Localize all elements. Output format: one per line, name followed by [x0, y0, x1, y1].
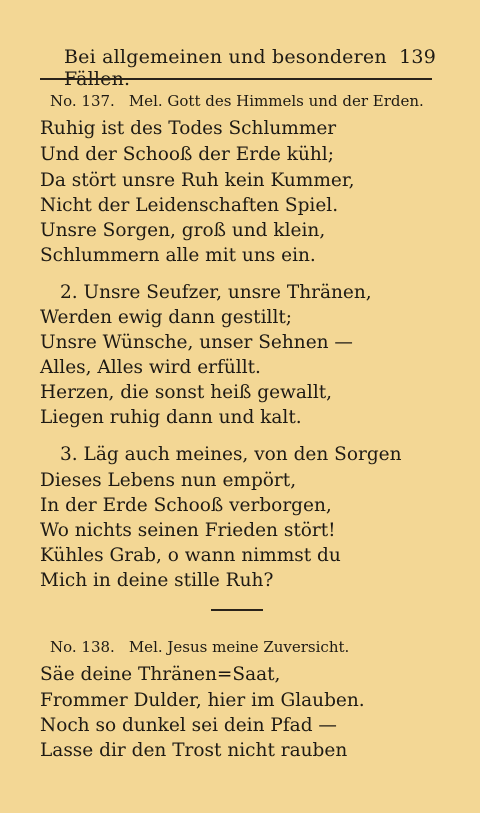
hymn-137-heading: [50, 92, 424, 110]
page-number: 139: [399, 46, 436, 68]
verse-line: Herzen, die sonst heiß gewallt,: [40, 382, 333, 403]
verse-line: Schlummern alle mit uns ein.: [40, 245, 316, 266]
verse-line: Noch so dunkel sei dein Pfad —: [40, 715, 337, 736]
verse-line: 3. Läg auch meines, von den Sorgen: [60, 444, 402, 465]
verse-line: Wo nichts seinen Frieden stört!: [40, 520, 336, 541]
verse-line: Säe deine Thränen=Saat,: [40, 664, 281, 685]
verse-line: Mich in deine stille Ruh?: [40, 570, 274, 591]
verse-line: Lasse dir den Trost nicht rauben: [40, 740, 348, 761]
page-header: [64, 46, 436, 90]
hymn-138-heading: [50, 638, 349, 656]
verse-line: Ruhig ist des Todes Schlummer: [40, 118, 337, 139]
header-rule: [40, 78, 432, 80]
verse-line: Nicht der Leidenschaften Spiel.: [40, 195, 339, 216]
verse-line: Dieses Lebens nun empört,: [40, 470, 297, 491]
running-title: Bei allgemeinen und besonderen Fällen.: [64, 46, 387, 90]
hymn-138-melody: Mel. Jesus meine Zuversicht.: [128, 638, 350, 656]
verse-line: Frommer Dulder, hier im Glauben.: [40, 690, 365, 711]
verse-line: Und der Schooß der Erde kühl;: [40, 144, 334, 165]
section-divider: [211, 609, 263, 611]
verse-line: Alles, Alles wird erfüllt.: [40, 357, 261, 378]
hymn-138-number: No. 138.: [50, 638, 115, 656]
hymn-137-number: No. 137.: [50, 92, 115, 110]
verse-line: Liegen ruhig dann und kalt.: [40, 407, 302, 428]
verse-line: Da stört unsre Ruh kein Kummer,: [40, 170, 355, 191]
verse-line: In der Erde Schooß verborgen,: [40, 495, 332, 516]
hymn-137-melody: Mel. Gott des Himmels und der Erden.: [128, 92, 424, 110]
verse-line: Unsre Wünsche, unser Sehnen —: [40, 332, 353, 353]
verse-line: Kühles Grab, o wann nimmst du: [40, 545, 341, 566]
verse-line: Werden ewig dann gestillt;: [40, 307, 293, 328]
verse-line: Unsre Sorgen, groß und klein,: [40, 220, 326, 241]
verse-line: 2. Unsre Seufzer, unsre Thränen,: [60, 282, 372, 303]
